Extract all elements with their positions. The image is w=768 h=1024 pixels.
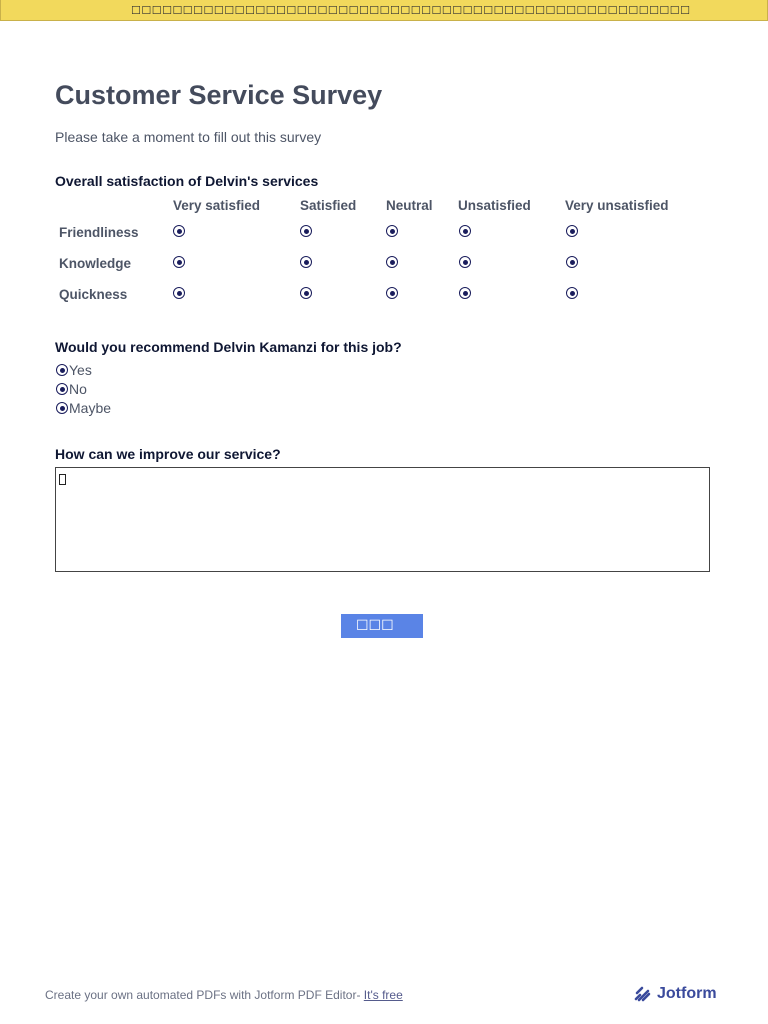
matrix-col-neutral: Neutral — [386, 198, 433, 213]
matrix-col-unsatisfied: Unsatisfied — [458, 198, 531, 213]
matrix-row-knowledge: Knowledge — [59, 256, 132, 271]
banner-text: ☐☐☐☐☐☐☐☐☐☐☐☐☐☐☐☐☐☐☐☐☐☐☐☐☐☐☐☐☐☐☐☐☐☐☐☐☐☐☐☐☐☐☐☐☐☐☐☐☐☐☐☐☐☐ — [131, 5, 691, 17]
improve-question-label: How can we improve our service? — [55, 446, 281, 462]
recommend-question-label: Would you recommend Delvin Kamanzi for this job? — [55, 339, 402, 355]
radio-knowledge-unsatisfied[interactable] — [459, 256, 471, 268]
jotform-logo-icon — [634, 985, 652, 1003]
text-cursor-glyph — [59, 474, 66, 485]
radio-friendliness-very-unsatisfied[interactable] — [566, 225, 578, 237]
radio-quickness-very-unsatisfied[interactable] — [566, 287, 578, 299]
recommend-option-maybe[interactable] — [56, 400, 111, 416]
page-title: Customer Service Survey — [55, 80, 383, 110]
matrix-col-very-unsatisfied: Very unsatisfied — [565, 198, 669, 213]
matrix-col-very-satisfied: Very satisfied — [173, 198, 261, 213]
footer-promo — [45, 988, 403, 1002]
recommend-option-no[interactable] — [56, 381, 87, 397]
improve-textarea[interactable] — [55, 467, 710, 572]
matrix-col-satisfied: Satisfied — [300, 198, 357, 213]
radio-knowledge-neutral[interactable] — [386, 256, 398, 268]
matrix-row-quickness: Quickness — [59, 287, 128, 302]
jotform-logo-text: Jotform — [657, 985, 717, 1002]
matrix-question-label: Overall satisfaction of Delvin's services — [55, 173, 319, 189]
radio-friendliness-neutral[interactable] — [386, 225, 398, 237]
radio-quickness-neutral[interactable] — [386, 287, 398, 299]
submit-button[interactable] — [341, 614, 423, 638]
footer-its-free-link[interactable]: It's free — [363, 988, 403, 1002]
recommend-maybe-radio[interactable] — [56, 402, 68, 414]
jotform-logo[interactable] — [634, 985, 717, 1003]
recommend-no-radio[interactable] — [56, 383, 68, 395]
radio-friendliness-satisfied[interactable] — [300, 225, 312, 237]
radio-friendliness-unsatisfied[interactable] — [459, 225, 471, 237]
recommend-yes-radio[interactable] — [56, 364, 68, 376]
recommend-option-yes[interactable] — [56, 362, 92, 378]
radio-quickness-very-satisfied[interactable] — [173, 287, 185, 299]
radio-quickness-unsatisfied[interactable] — [459, 287, 471, 299]
radio-knowledge-satisfied[interactable] — [300, 256, 312, 268]
recommend-maybe-label: Maybe — [69, 400, 112, 416]
matrix-row-friendliness: Friendliness — [59, 225, 139, 240]
radio-quickness-satisfied[interactable] — [300, 287, 312, 299]
radio-knowledge-very-satisfied[interactable] — [173, 256, 185, 268]
recommend-yes-label: Yes — [69, 362, 92, 378]
notice-banner — [0, 0, 768, 21]
submit-button-label: ☐☐☐ — [356, 618, 394, 634]
recommend-no-label: No — [69, 381, 87, 397]
radio-knowledge-very-unsatisfied[interactable] — [566, 256, 578, 268]
radio-friendliness-very-satisfied[interactable] — [173, 225, 185, 237]
page-subtitle: Please take a moment to fill out this survey — [55, 129, 322, 145]
footer-promo-text: Create your own automated PDFs with Jotform PDF Editor- — [45, 988, 364, 1002]
